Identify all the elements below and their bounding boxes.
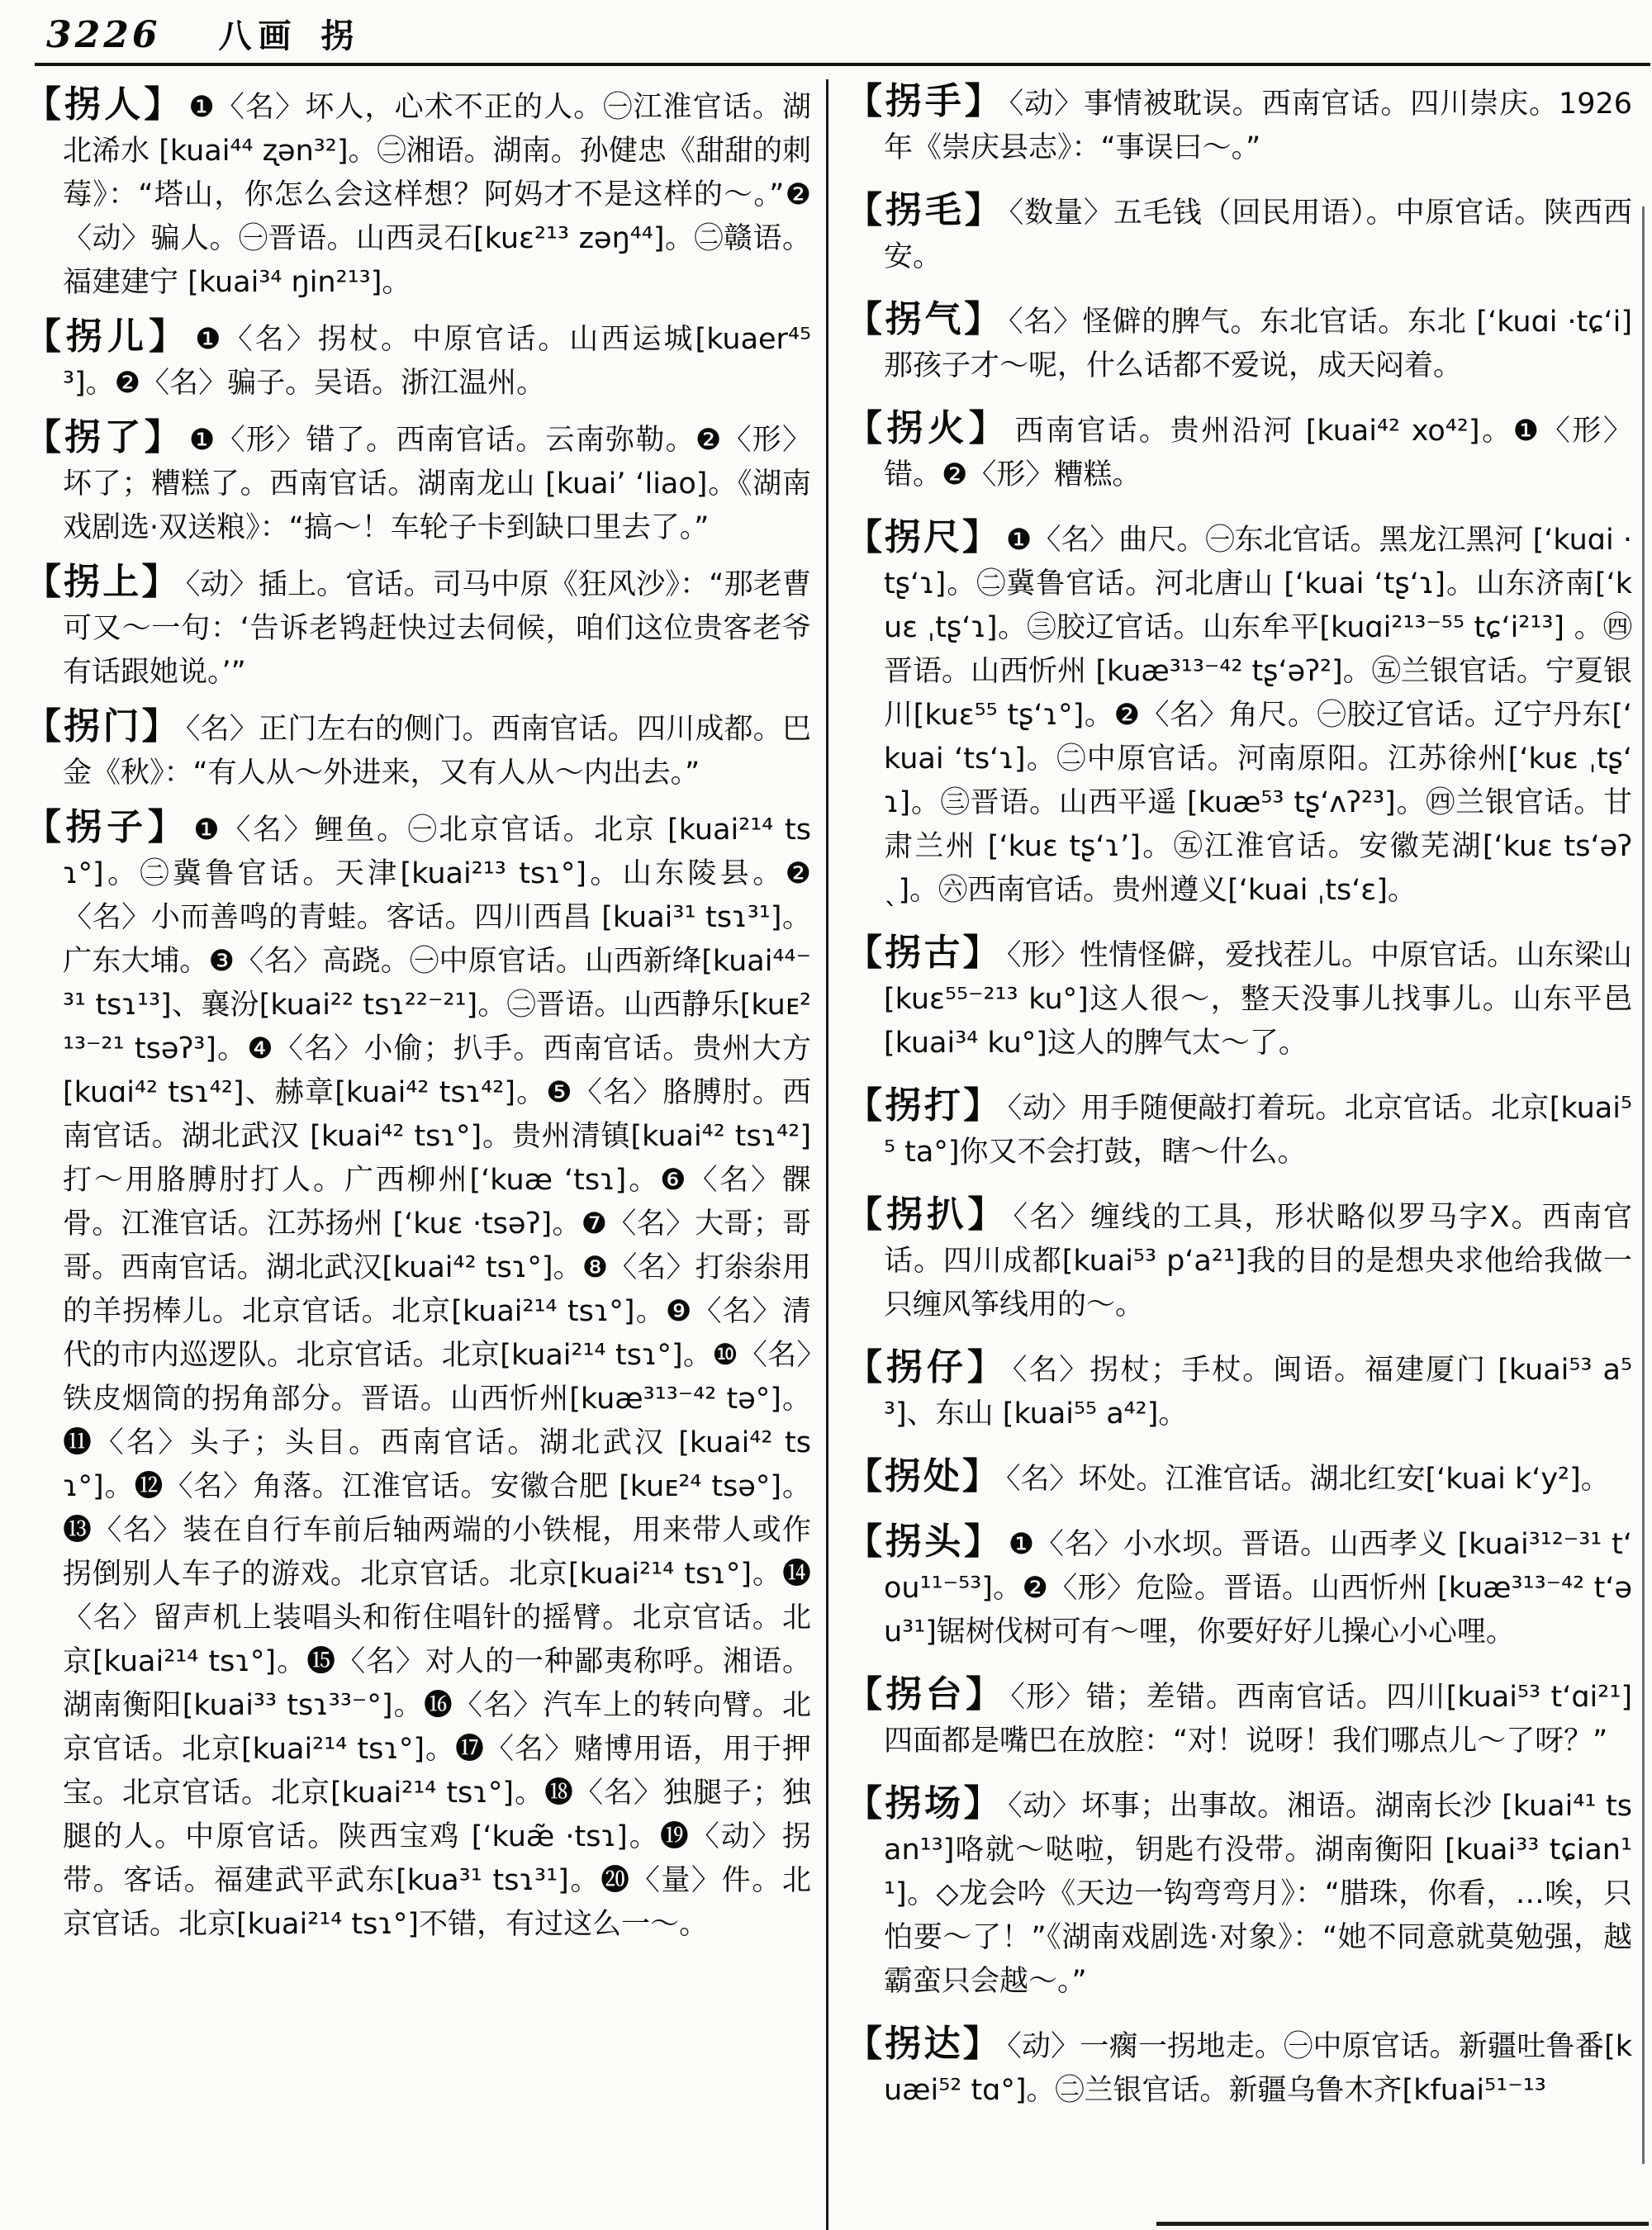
entry-body: 西南官话。贵州沿河 [kuai⁴² xo⁴²]。❶〈形〉错。❷〈形〉糟糕。 bbox=[884, 415, 1632, 491]
dictionary-entry bbox=[846, 297, 1632, 388]
entry-headword: 【拐处】 bbox=[846, 1455, 1001, 1497]
entry-headword: 【拐门】 bbox=[25, 705, 181, 747]
entry-body: 〈名〉缠线的工具，形状略似罗马字Ⅹ。西南官话。四川成都[kuai⁵³ pʻa²¹]我的目的是想央求他给我做一只缠风筝线用的～。 bbox=[884, 1201, 1633, 1321]
entry-headword: 【拐台】 bbox=[846, 1673, 1006, 1715]
dictionary-entry bbox=[846, 931, 1632, 1065]
entry-headword: 【拐了】 bbox=[25, 416, 185, 458]
page-number: 3226 bbox=[46, 14, 161, 56]
entry-headword: 【拐场】 bbox=[846, 1782, 1004, 1824]
entry-headword: 【拐手】 bbox=[846, 80, 1004, 122]
entry-body: 〈形〉性情怪僻，爱找茬儿。中原官话。山东梁山[kuɛ⁵⁵⁻²¹³ ku°]这人很～，整天没事儿找事儿。山东平邑[kuai³⁴ ku°]这人的脾气太～了。 bbox=[884, 939, 1632, 1060]
left-column bbox=[25, 83, 811, 1957]
entry-body: 〈名〉坏处。江淮官话。湖北红安[ʻkuai kʻy²]。 bbox=[1006, 1463, 1610, 1496]
right-column bbox=[846, 79, 1632, 2131]
dictionary-entry bbox=[846, 515, 1632, 913]
entry-body: 〈名〉拐杖；手杖。闽语。福建厦门 [kuai⁵³ a⁵³]、东山 [kuai⁵⁵ a⁴²]。 bbox=[884, 1354, 1633, 1431]
scan-artifact-line bbox=[1156, 2222, 1649, 2226]
entry-body: 〈动〉坏事；出事故。湘语。湖南长沙 [kuai⁴¹ tsan¹³]咯就～哒啦，钥匙冇没带。湖南衡阳 [kuai³³ tɕian¹¹]。◇龙会吟《天边一钩弯弯月》：“腊珠，你看，…唉，只怕要～了！”《湖南戏剧选·对象》：“她不同意就莫勉强，越霸蛮只会越～。” bbox=[884, 1790, 1632, 1998]
entry-body: 〈形〉错；差错。西南官话。四川[kuai⁵³ tʻɑi²¹]四面都是嘴巴在放腔：“对！说呀！我们哪点儿～了呀？” bbox=[884, 1681, 1632, 1758]
entry-body: 〈动〉插上。官话。司马中原《狂风沙》：“那老曹可又～一句：‘告诉老鸨赶快过去伺候，咱们这位贵客老爷有话跟她说。’” bbox=[63, 568, 811, 689]
page-header bbox=[46, 10, 354, 57]
entry-body: ❶〈名〉拐杖。中原官话。山西运城[kuaer⁴⁵³]。❷〈名〉骗子。吴语。浙江温州。 bbox=[63, 323, 811, 400]
entry-body: ❶〈名〉坏人，心术不正的人。㊀江淮官话。湖北浠水 [kuai⁴⁴ ʐən³²]。㊁湘语。湖南。孙健忠《甜甜的刺莓》：“塔山，你怎么会这样想？阿妈才不是这样的～。”❷〈动〉骗人。㊀晋语。山西灵石[kuɛ²¹³ zəŋ⁴⁴]。㊁赣语。福建建宁 [kuai³⁴ ŋin²¹³]。 bbox=[63, 91, 811, 299]
entry-body: 〈动〉一瘸一拐地走。㊀中原官话。新疆吐鲁番[kuæi⁵² tɑ°]。㊁兰银官话。新疆乌鲁木齐[kfuai⁵¹⁻¹³ bbox=[884, 2030, 1633, 2107]
dictionary-entry bbox=[846, 1782, 1632, 2004]
entry-headword: 【拐气】 bbox=[846, 298, 1004, 340]
entry-headword: 【拐扒】 bbox=[846, 1193, 1009, 1236]
dictionary-entry bbox=[846, 1193, 1632, 1327]
dictionary-entry bbox=[25, 805, 811, 1947]
dictionary-entry bbox=[846, 406, 1632, 497]
entry-headword: 【拐人】 bbox=[25, 83, 184, 126]
entry-headword: 【拐上】 bbox=[25, 561, 181, 603]
entry-headword: 【拐儿】 bbox=[25, 316, 191, 358]
section-headword-character: 拐 bbox=[320, 17, 354, 55]
entry-body: ❶〈形〉错了。西南官话。云南弥勒。❷〈形〉坏了；糟糕了。西南官话。湖南龙山 [kuaiʼ ʻliao]。《湖南戏剧选·双送粮》：“搞～！车轮子卡到缺口里去了。” bbox=[63, 424, 811, 544]
entry-headword: 【拐古】 bbox=[846, 932, 1002, 974]
entry-body: 〈动〉事情被耽误。西南官话。四川崇庆。1926年《崇庆县志》：“事误曰～。” bbox=[884, 88, 1633, 164]
dictionary-entry bbox=[846, 188, 1632, 279]
dictionary-entry bbox=[846, 1345, 1632, 1436]
dictionary-entry bbox=[25, 705, 811, 795]
entry-headword: 【拐子】 bbox=[25, 806, 189, 848]
dictionary-entry bbox=[846, 1520, 1632, 1654]
column-divider bbox=[826, 79, 828, 2230]
entry-body: ❶〈名〉鲤鱼。㊀北京官话。北京 [kuai²¹⁴ tsɿ°]。㊁冀鲁官话。天津[kuai²¹³ tsɿ°]。山东陵县。❷〈名〉小而善鸣的青蛙。客话。四川西昌 [kuai³¹ tsɿ³¹]。广东大埔。❸〈名〉高跷。㊀中原官话。山西新绛[kuai⁴⁴⁻³¹ tsɿ¹³]、襄汾[kuai²² tsɿ²²⁻²¹]。㊁晋语。山西静乐[kuᴇ²¹³⁻²¹ tsəʔ³]。❹〈名〉小偷；扒手。西南官话。贵州大方[kuɑi⁴² tsɿ⁴²]、赫章[kuai⁴² tsɿ⁴²]。❺〈名〉胳膊肘。西南官话。湖北武汉 [kuai⁴² tsɿ°]。贵州清镇[kuai⁴² tsɿ⁴²]打～用胳膊肘打人。广西柳州[ʻkuæ ʻtsɿ]。❻〈名〉髁骨。江淮官话。江苏扬州 [ʻkuɛ ·tsəʔ]。❼〈名〉大哥；哥哥。西南官话。湖北武汉[kuai⁴² tsɿ°]。❽〈名〉打尜尜用的羊拐棒儿。北京官话。北京[kuai²¹⁴ tsɿ°]。❾〈名〉清代的市内巡逻队。北京官话。北京[kuai²¹⁴ tsɿ°]。❿〈名〉铁皮烟筒的拐角部分。晋语。山西忻州[kuæ³¹³⁻⁴² tə°]。⓫〈名〉头子；头目。西南官话。湖北武汉 [kuai⁴² tsɿ°]。⓬〈名〉角落。江淮官话。安徽合肥 [kuᴇ²⁴ tsə°]。⓭〈名〉装在自行车前后轴两端的小铁棍，用来带人或作拐倒别人车子的游戏。北京官话。北京[kuai²¹⁴ tsɿ°]。⓮〈名〉留声机上装唱头和衔住唱针的摇臂。北京官话。北京[kuai²¹⁴ tsɿ°]。⓯〈名〉对人的一种鄙夷称呼。湘语。湖南衡阳[kuai³³ tsɿ³³⁻°]。⓰〈名〉汽车上的转向臂。北京官话。北京[kuai²¹⁴ tsɿ°]。⓱〈名〉赌博用语，用于押宝。北京官话。北京[kuai²¹⁴ tsɿ°]。⓲〈名〉独腿子；独腿的人。中原官话。陕西宝鸡 [ʻkuæ̃ ·tsɿ]。⓳〈动〉拐带。客话。福建武平武东[kua³¹ tsɿ³¹]。⓴〈量〉件。北京官话。北京[kuai²¹⁴ tsɿ°]不错，有过这么一～。 bbox=[63, 814, 811, 1941]
dictionary-entry bbox=[25, 315, 811, 406]
dictionary-entry bbox=[25, 415, 811, 550]
entry-body: 〈数量〉五毛钱（回民用语）。中原官话。陕西西安。 bbox=[884, 197, 1632, 273]
entry-headword: 【拐火】 bbox=[846, 407, 1010, 449]
dictionary-entry bbox=[25, 560, 811, 695]
entry-headword: 【拐打】 bbox=[846, 1084, 1003, 1127]
entry-headword: 【拐尺】 bbox=[846, 516, 1002, 558]
entry-headword: 【拐头】 bbox=[846, 1521, 1004, 1563]
page-gutter-line bbox=[1642, 206, 1645, 2164]
entry-body: ❶〈名〉小水坝。晋语。山西孝义 [kuai³¹²⁻³¹ tʻou¹¹⁻⁵³]。❷〈形〉危险。晋语。山西忻州 [kuæ³¹³⁻⁴² tʻəu³¹]锯树伐树可有～哩，你要好好儿操心小心哩。 bbox=[884, 1528, 1633, 1649]
section-stroke-count: 八画 bbox=[218, 17, 298, 55]
header-rule bbox=[35, 63, 1650, 66]
entry-headword: 【拐仔】 bbox=[846, 1346, 1008, 1388]
dictionary-entry bbox=[25, 83, 811, 305]
entry-body: 〈名〉正门左右的侧门。西南官话。四川成都。巴金《秋》：“有人从～外进来，又有人从～内出去。” bbox=[63, 713, 811, 790]
entry-headword: 【拐毛】 bbox=[846, 189, 1004, 231]
entry-body: 〈名〉怪僻的脾气。东北官话。东北 [ʻkuɑi ·tɕʻi]那孩子才～呢，什么话都不爱说，成天闷着。 bbox=[884, 306, 1632, 382]
dictionary-entry bbox=[846, 1084, 1632, 1174]
entry-headword: 【拐达】 bbox=[846, 2023, 1003, 2065]
entry-body: ❶〈名〉曲尺。㊀东北官话。黑龙江黑河 [ʻkuɑi ·tʂʻɿ]。㊁冀鲁官话。河北唐山 [ʻkuai ʻtʂʻɿ]。山东济南[ʻkuɛ ˌtʂʻɿ]。㊂胶辽官话。山东牟平[kuɑi²¹³⁻⁵⁵ tɕʻi²¹³] 。㊃晋语。山西忻州 [kuæ³¹³⁻⁴² tʂʻəʔ²]。㊄兰银官话。宁夏银川[kuɛ⁵⁵ tʂʻɿ°]。❷〈名〉角尺。㊀胶辽官话。辽宁丹东[ʻkuai ʻtsʻɿ]。㊁中原官话。河南原阳。江苏徐州[ʻkuɛ ˌtʂʻɿ]。㊂晋语。山西平遥 [kuæ⁵³ tʂʻʌʔ²³]。㊃兰银官话。甘肃兰州 [ʻkuɛ tʂʻɿʼ]。㊄江淮官话。安徽芜湖[ʻkuɛ tsʻəʔˎ]。㊅西南官话。贵州遵义[ʻkuai ˌtsʻɛ]。 bbox=[884, 524, 1632, 907]
dictionary-entry bbox=[846, 1672, 1632, 1763]
dictionary-entry bbox=[846, 1454, 1632, 1502]
dictionary-entry bbox=[846, 79, 1632, 170]
dictionary-entry bbox=[846, 2022, 1632, 2113]
entry-body: 〈动〉用手随便敲打着玩。北京官话。北京[kuai⁵⁵ ta°]你又不会打鼓，瞎～什么。 bbox=[884, 1092, 1633, 1169]
